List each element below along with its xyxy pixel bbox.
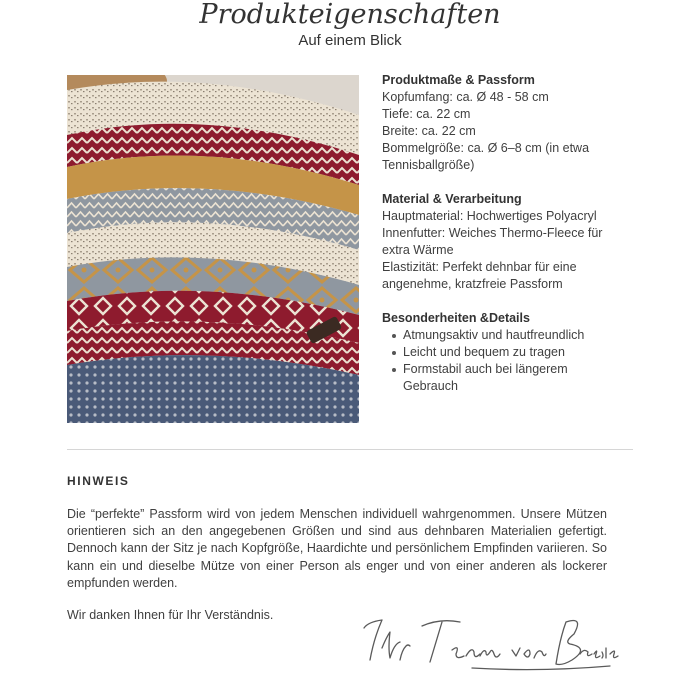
spec-width: Breite: ca. 22 cm: [382, 124, 476, 138]
bullet-icon: [392, 351, 396, 355]
spec-main-material: Hauptmaterial: Hochwertiges Polyacryl: [382, 209, 597, 223]
list-item: [392, 327, 610, 344]
page-subtitle: Auf einem Blick: [298, 32, 402, 49]
product-photo: [67, 75, 359, 423]
list-item: [392, 344, 610, 361]
thanks-text: Wir danken Ihnen für Ihr Verständnis.: [67, 608, 274, 622]
product-specs: [382, 72, 610, 412]
spec-depth: Tiefe: ca. 22 cm: [382, 107, 471, 121]
handwritten-signature: [360, 608, 620, 678]
spec-section-material: [382, 191, 610, 293]
bullet-icon: [392, 334, 396, 338]
bullet-icon: [392, 368, 396, 372]
spec-elasticity: Elastizität: Perfekt dehnbar für eine angenehme, kratzfreie Passform: [382, 260, 577, 291]
detail-lightweight: Leicht und bequem zu tragen: [403, 345, 565, 359]
knitted-beanie-illustration: [67, 75, 359, 423]
notice-paragraph: Die “perfekte” Passform wird von jedem Menschen individuell wahrgenommen. Unsere Mützen orientieren sich an den angegebenen Größen und sind aus dehnbaren Materialien gefertigt. Dennoch kann der Sitz je nach Kopfgröße, Haardichte und persönlichem Empfinden variieren. So kann ein und dieselbe Mütze von einer Person als enger und von einer anderen als lockerer empfunden werden.: [67, 507, 607, 590]
section-divider: [67, 449, 633, 450]
list-item: [392, 361, 610, 395]
spec-heading-dimensions: Produktmaße & Passform: [382, 73, 535, 87]
spec-heading-details: Besonderheiten &Details: [382, 311, 530, 325]
spec-pompom-size: Bommelgröße: ca. Ø 6–8 cm (in etwa Tennisballgröße): [382, 141, 590, 172]
spec-lining: Innenfutter: Weiches Thermo-Fleece für extra Wärme: [382, 226, 603, 257]
spec-section-details: [382, 310, 610, 395]
details-list: [382, 327, 610, 395]
spec-head-circumference: Kopfumfang: ca. Ø 48 - 58 cm: [382, 90, 549, 104]
detail-breathable: Atmungsaktiv und hautfreundlich: [403, 328, 585, 342]
detail-shape-stable: Formstabil auch bei längerem Gebrauch: [403, 362, 568, 393]
spec-heading-material: Material & Verarbeitung: [382, 192, 522, 206]
spec-section-dimensions: [382, 72, 610, 174]
page-title: Produkteigenschaften: [199, 0, 501, 30]
notice-heading: HINWEIS: [67, 474, 130, 488]
